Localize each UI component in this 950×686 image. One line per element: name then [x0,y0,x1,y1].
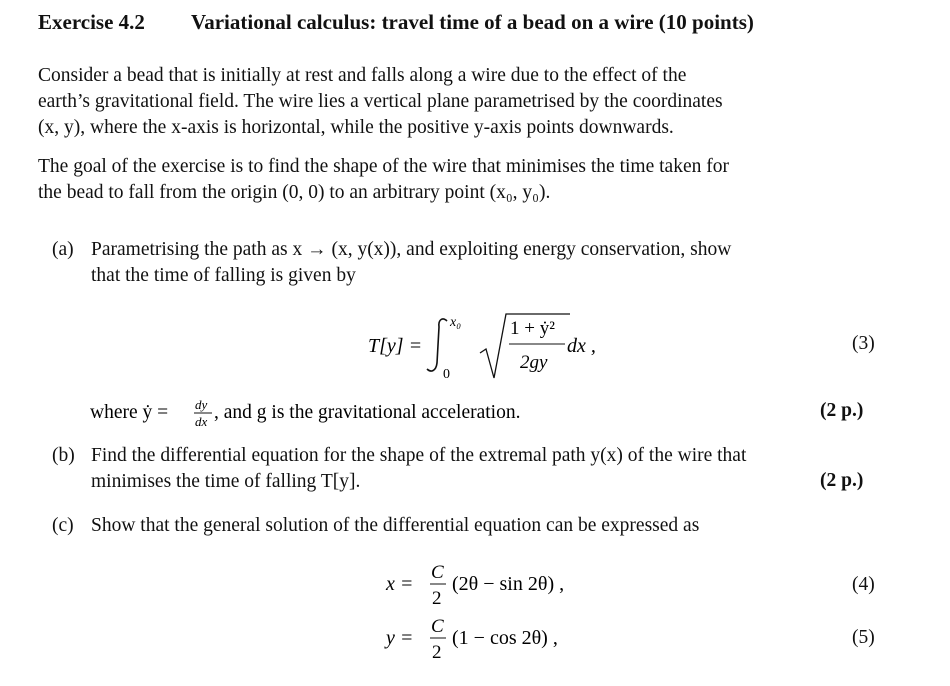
part-a-text [91,237,731,289]
eq5-lhs: y = [386,627,414,649]
eq3-upper-limit: x₀ [450,315,462,330]
eq3-denominator: 2gy [520,352,548,373]
equation-5 [380,610,620,666]
where-frac-num: dy [195,397,208,412]
eq3-numerator: 1 + ẏ² [510,318,555,339]
eq3-lower-limit: 0 [443,367,450,382]
intro-p1-line: (x, y), where the x-axis is horizontal, while the positive y-axis points downwards. [38,117,674,138]
part-a-line: Parametrising the path as x → (x, y(x)), and exploiting energy conservation, show [91,239,732,260]
part-b-label: (b) [52,445,75,466]
part-c-line: Show that the general solution of the differential equation can be expressed as [91,515,700,536]
intro-p1-line: earth’s gravitational field. The wire lies a vertical plane parametrised by the coordinates [38,91,723,112]
eq4-lhs: x = [386,573,414,595]
equation-5-number: (5) [852,627,875,648]
eq5-frac-den: 2 [432,642,442,663]
part-a-points: (2 p.) [820,400,864,421]
equation-4-number: (4) [852,574,875,595]
intro-paragraph-2 [38,154,729,206]
where-prefix: where ẏ = [90,402,169,423]
eq5-frac-num: C [431,616,444,637]
part-c-label: (c) [52,515,74,536]
integral-sign [427,319,447,371]
equation-3 [360,308,620,384]
part-c-text [91,513,699,539]
part-b-text [91,443,746,495]
equation-3-number: (3) [852,333,875,354]
where-frac-den: dx [195,414,208,429]
part-a-line: that the time of falling is given by [91,265,356,286]
where-suffix: , and g is the gravitational acceleration. [214,402,521,423]
exercise-title: Variational calculus: travel time of a bead on a wire (10 points) [191,10,754,34]
intro-p2-line: the bead to fall from the origin (0, 0) to an arbitrary point (x₀, y₀). [38,182,551,203]
where-definition [90,396,630,430]
intro-p1-line: Consider a bead that is initially at rest and falls along a wire due to the effect of the [38,65,687,86]
intro-p2-line: The goal of the exercise is to find the shape of the wire that minimises the time taken for [38,156,729,177]
exercise-number: Exercise 4.2 [38,10,145,34]
eq4-frac-num: C [431,562,444,583]
part-a-label: (a) [52,239,74,260]
eq5-rhs: (1 − cos 2θ) , [452,627,558,649]
eq3-lhs: T[y] = [368,335,423,357]
intro-paragraph-1 [38,63,723,141]
part-b-line: minimises the time of falling T[y]. [91,471,361,492]
eq4-frac-den: 2 [432,588,442,609]
part-b-line: Find the differential equation for the shape of the extremal path y(x) of the wire that [91,445,747,466]
part-b-points: (2 p.) [820,470,864,491]
eq4-rhs: (2θ − sin 2θ) , [452,573,565,595]
eq3-differential: dx , [567,335,596,357]
equation-4 [380,556,620,612]
